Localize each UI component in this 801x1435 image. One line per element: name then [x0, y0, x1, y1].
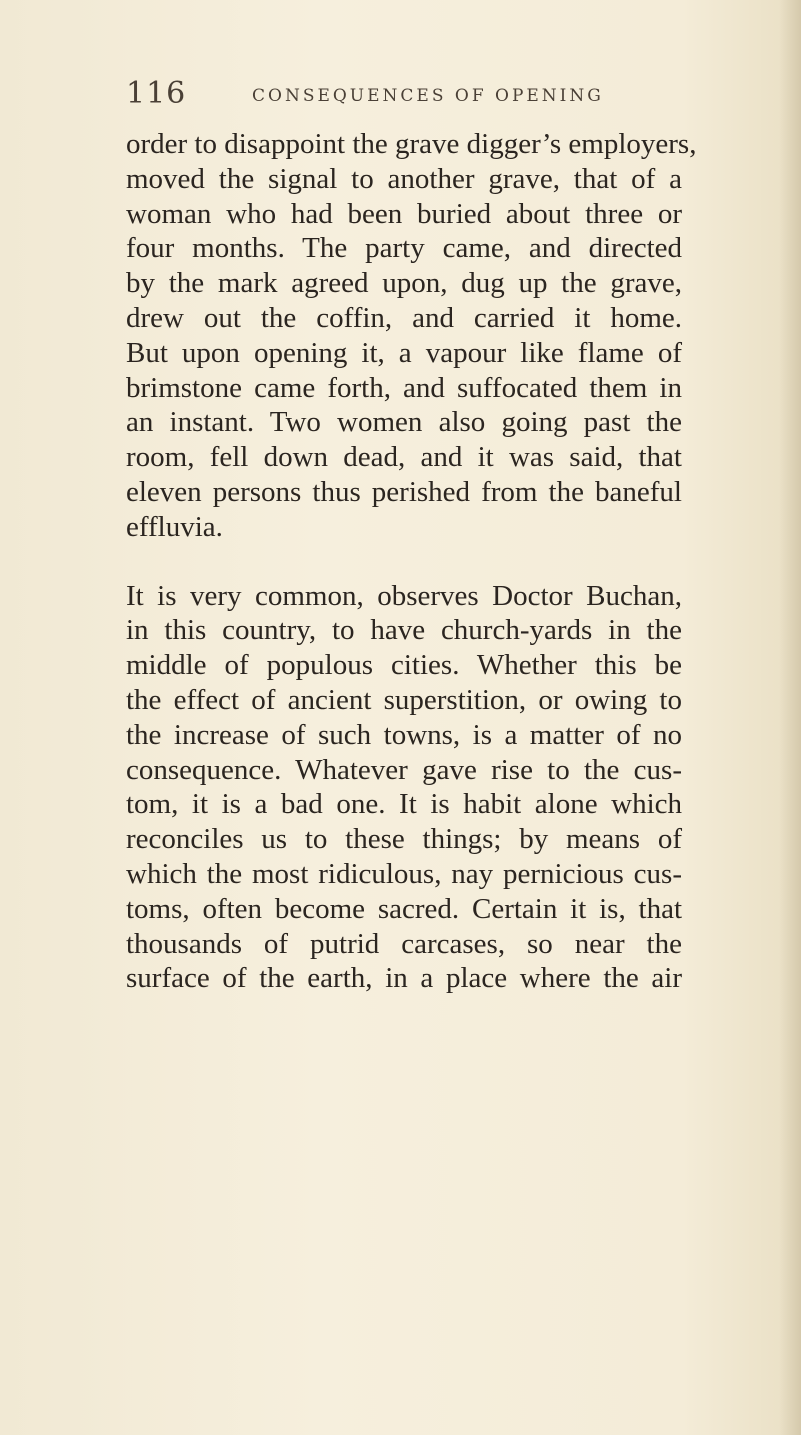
text-line: tom, it is a bad one. It is habit alone which: [126, 788, 682, 821]
text-line: four months. The party came, and directed: [126, 232, 682, 265]
text-line: consequence. Whatever gave rise to the cus-: [126, 753, 682, 786]
page-number: 116: [126, 76, 187, 111]
text-line: woman who had been buried about three or: [126, 197, 682, 230]
text-line: an instant. Two women also going past the: [126, 406, 682, 439]
text-line: It is very common, observes Doctor Buchan,: [126, 579, 682, 612]
running-head: [126, 76, 686, 120]
text-line: thousands of putrid carcases, so near the: [126, 927, 682, 960]
text-line: toms, often become sacred. Certain it is, that: [126, 892, 682, 925]
text-line: effluvia.: [126, 510, 223, 543]
text-line: moved the signal to another grave, that of a: [126, 162, 682, 195]
text-line: reconciles us to these things; by means of: [126, 823, 682, 856]
text-line: the increase of such towns, is a matter of no: [126, 718, 682, 751]
text-line: which the most ridiculous, nay pernicious cus-: [126, 857, 682, 890]
running-title: CONSEQUENCES OF OPENING: [252, 86, 604, 106]
text-line: by the mark agreed upon, dug up the grave,: [126, 267, 682, 300]
text-line: surface of the earth, in a place where the air: [126, 962, 682, 995]
body-text: [126, 127, 697, 996]
text-line: order to disappoint the grave digger’s employers,: [126, 128, 697, 160]
text-line: in this country, to have church-yards in the: [126, 614, 682, 647]
text-line: middle of populous cities. Whether this be: [126, 649, 682, 682]
text-line: eleven persons thus perished from the baneful: [126, 475, 682, 508]
text-line: room, fell down dead, and it was said, that: [126, 441, 682, 474]
text-line: drew out the coffin, and carried it home.: [126, 301, 682, 334]
paragraph-2: [126, 579, 682, 997]
text-line: brimstone came forth, and suffocated them in: [126, 371, 682, 404]
text-line: But upon opening it, a vapour like flame of: [126, 336, 682, 369]
text-line: the effect of ancient superstition, or owing to: [126, 683, 682, 716]
page-edge-shadow: [779, 0, 801, 1435]
paragraph-1: [126, 127, 697, 545]
